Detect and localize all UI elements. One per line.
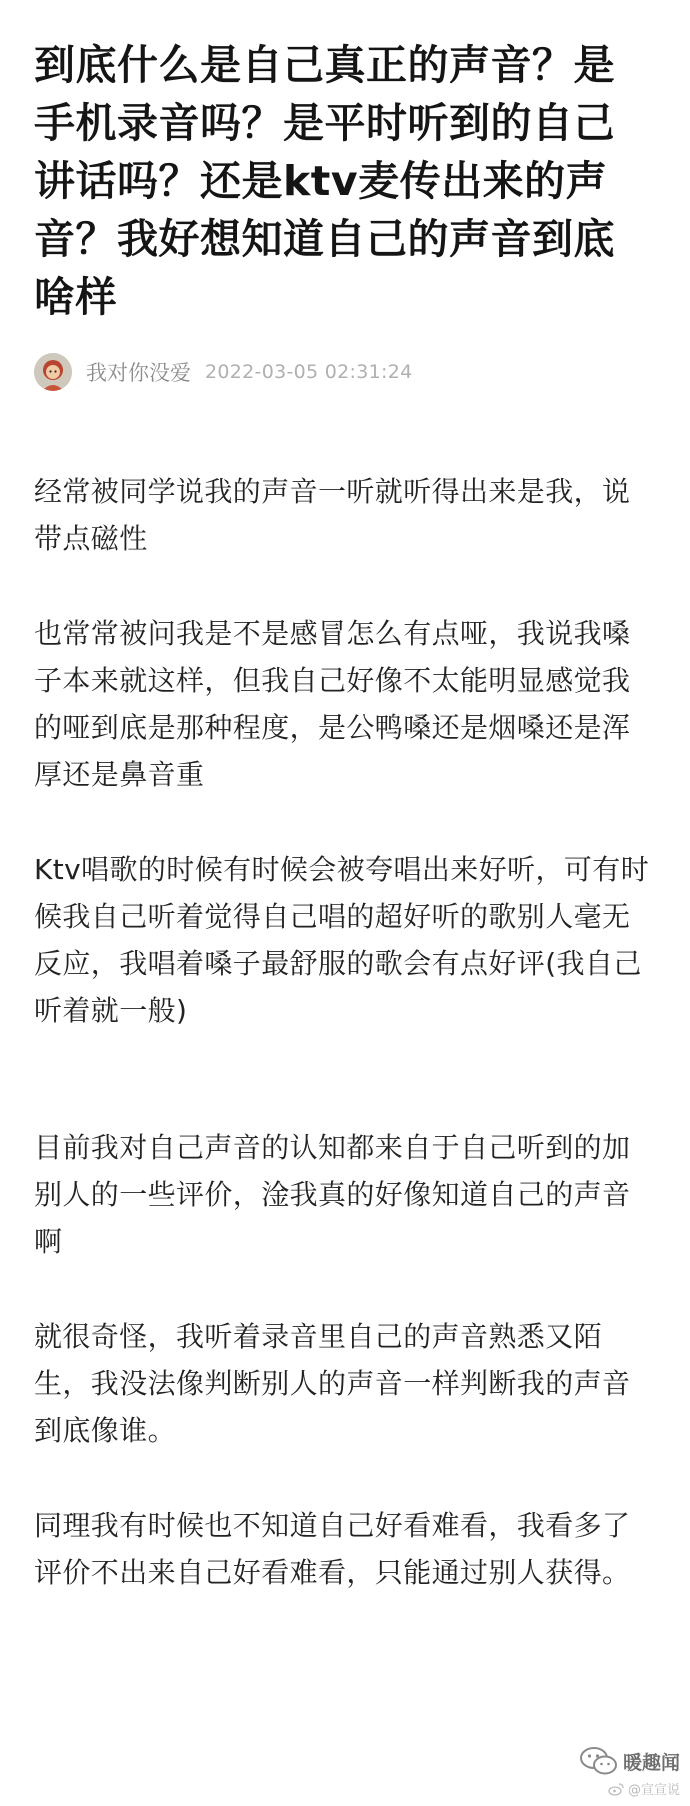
post-paragraph: 目前我对自己声音的认知都来自于自己听到的加别人的一些评价，淦我真的好像知道自己的声音啊 bbox=[34, 1131, 631, 1258]
watermark-handle: @宣宣说 bbox=[627, 1783, 680, 1798]
author-row bbox=[34, 352, 656, 392]
watermark-brand-row bbox=[579, 1745, 680, 1777]
post-timestamp: 2022-03-05 02:31:24 bbox=[205, 361, 413, 383]
post-paragraph: 就很奇怪，我听着录音里自己的声音熟悉又陌生，我没法像判断别人的声音一样判断我的声音到底像谁。 bbox=[34, 1320, 631, 1447]
author-name[interactable]: 我对你没爱 bbox=[86, 361, 191, 385]
post-title: 到底什么是自己真正的声音？是手机录音吗？是平时听到的自己讲话吗？还是ktv麦传出来的声音？我好想知道自己的声音到底啥样 bbox=[34, 41, 615, 321]
post-paragraph: 也常常被问我是不是感冒怎么有点哑，我说我嗓子本来就这样，但我自己好像不太能明显感觉我的哑到底是那种程度，是公鸭嗓还是烟嗓还是浑厚还是鼻音重 bbox=[34, 617, 631, 791]
watermark bbox=[579, 1745, 680, 1798]
post-body bbox=[34, 468, 656, 1596]
weibo-icon bbox=[608, 1782, 624, 1796]
post-paragraph: 同理我有时候也不知道自己好看难看，我看多了评价不出来自己好看难看，只能通过别人获得。 bbox=[34, 1509, 631, 1589]
post-paragraph: Ktv唱歌的时候有时候会被夸唱出来好听，可有时候我自己听着觉得自己唱的超好听的歌别人毫无反应，我唱着嗓子最舒服的歌会有点好评(我自己听着就一般) bbox=[34, 853, 650, 1027]
watermark-brand: 暖趣闻 bbox=[622, 1751, 680, 1774]
avatar-cartoon-icon bbox=[34, 353, 72, 391]
wechat-icon bbox=[579, 1745, 619, 1777]
avatar[interactable] bbox=[34, 353, 72, 391]
post-paragraph: 经常被同学说我的声音一听就听得出来是我，说带点磁性 bbox=[34, 475, 631, 555]
watermark-handle-row bbox=[608, 1779, 680, 1798]
